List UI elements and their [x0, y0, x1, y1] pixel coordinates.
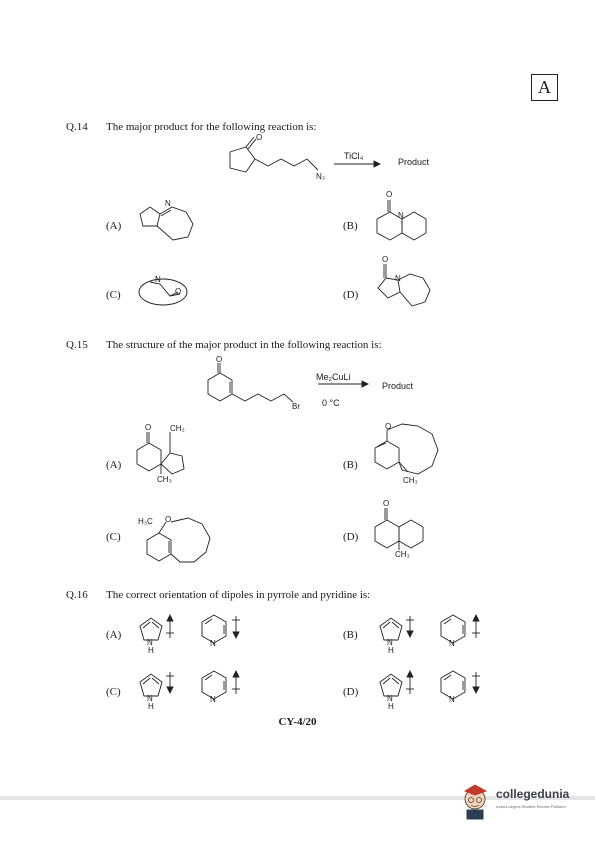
- page-code: CY-4/20: [278, 716, 317, 728]
- q16-a-pyrrole-n: N: [147, 638, 153, 647]
- q14-b-nitrogen: N: [398, 211, 404, 220]
- q14-product-label: Product: [398, 157, 430, 167]
- q16-c-pyrrole-h: H: [148, 702, 154, 711]
- q16-b-pyrrole-h: H: [388, 646, 394, 655]
- q16-d-pyrrole-h: H: [388, 702, 394, 711]
- q16-d-pyridine-n: N: [449, 695, 455, 704]
- q15-condition: 0 °C: [322, 398, 340, 408]
- q15-b-ch3: CH₃: [403, 476, 418, 485]
- q15-number: Q.15: [66, 339, 88, 351]
- q16-option-d-label: (D): [343, 686, 359, 698]
- q15-question-text: The structure of the major product in the following reaction is:: [106, 339, 382, 351]
- q15-product-label: Product: [382, 381, 414, 391]
- q15-option-d-label: (D): [343, 531, 359, 543]
- q16-c-pyridine-n: N: [210, 695, 216, 704]
- q16-b-pyrrole-n: N: [387, 638, 393, 647]
- q15-option-a-label: (A): [106, 459, 122, 471]
- q15-option-b-label: (B): [343, 459, 358, 471]
- q14-d-oxygen: O: [382, 255, 389, 264]
- q16-b-pyridine-n: N: [449, 639, 455, 648]
- q14-a-nitrogen: N: [165, 199, 171, 208]
- q14-question-text: The major product for the following reaction is:: [106, 121, 317, 133]
- q15-d-oxygen: O: [383, 499, 390, 508]
- q14-d-nitrogen: N: [395, 274, 401, 283]
- q15-b-oxygen: O: [385, 422, 392, 431]
- q16-question-text: The correct orientation of dipoles in pyrrole and pyridine is:: [106, 589, 371, 601]
- q14-number: Q.14: [66, 121, 88, 133]
- q14-c-nitrogen: N: [155, 275, 161, 284]
- q14-azide-label: N₃: [316, 172, 326, 181]
- brand-name: collegedunia: [496, 787, 570, 801]
- q14-option-a-label: (A): [106, 220, 122, 232]
- q15-reagent: Me₂CuLi: [316, 372, 351, 382]
- brand-logo-icon: [462, 782, 496, 822]
- q14-option-b-label: (B): [343, 220, 358, 232]
- q14-oxygen-label: O: [256, 133, 263, 142]
- q14-option-c-label: (C): [106, 289, 121, 301]
- q15-bromide-label: Br: [292, 402, 300, 411]
- q15-a-ch3-top: CH₃: [170, 424, 185, 433]
- q16-option-b-label: (B): [343, 629, 358, 641]
- q15-c-h3c: H₃C: [138, 517, 153, 526]
- q16-option-a-label: (A): [106, 629, 122, 641]
- brand-tagline: India's largest Student Review Platform: [496, 804, 566, 809]
- q15-c-oxygen: O: [165, 515, 172, 524]
- q14-b-oxygen: O: [386, 190, 393, 199]
- q16-a-pyridine-n: N: [210, 639, 216, 648]
- q16-d-pyrrole-n: N: [387, 694, 393, 703]
- q15-a-ch3-bottom: CH₃: [157, 475, 172, 484]
- q16-a-pyrrole-h: H: [148, 646, 154, 655]
- q16-c-pyrrole-n: N: [147, 694, 153, 703]
- q16-number: Q.16: [66, 589, 88, 601]
- set-code-box: A: [531, 74, 558, 101]
- q15-d-ch3: CH₃: [395, 550, 410, 559]
- q14-c-oxygen: O: [175, 287, 182, 296]
- q16-option-c-label: (C): [106, 686, 121, 698]
- q14-option-d-label: (D): [343, 289, 359, 301]
- q15-reactant-oxygen: O: [216, 355, 223, 364]
- q15-a-oxygen: O: [145, 423, 152, 432]
- q14-reagent: TiCl₄: [344, 151, 364, 161]
- q15-option-c-label: (C): [106, 531, 121, 543]
